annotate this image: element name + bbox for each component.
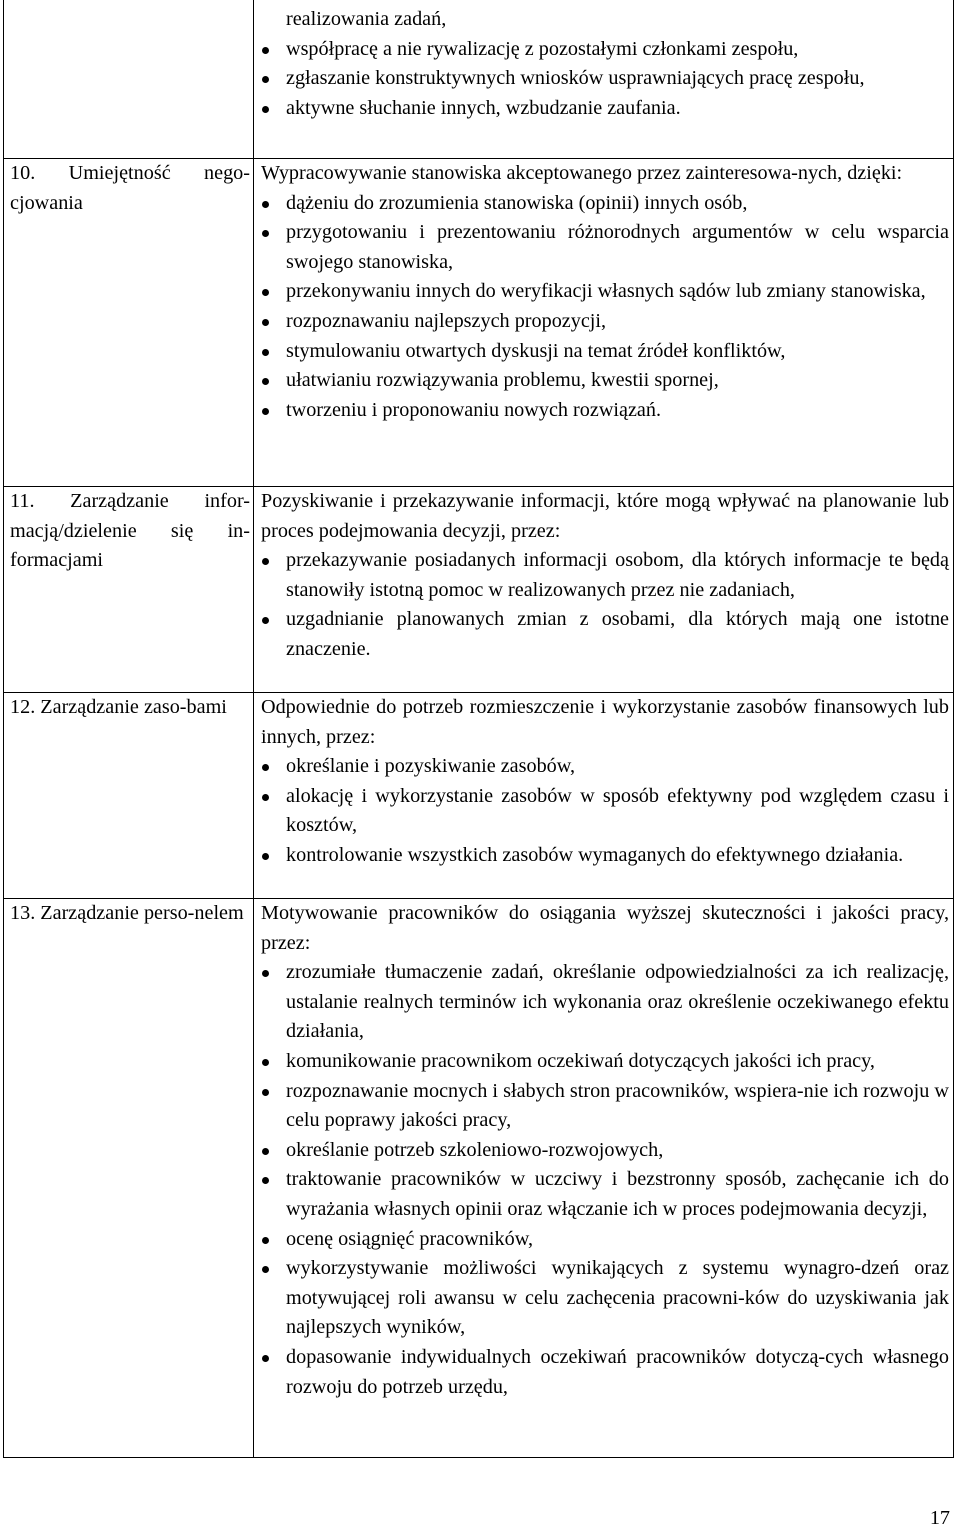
competency-name: 12. Zarządzanie zaso-bami (10, 696, 227, 718)
bullet-list (261, 958, 949, 1402)
list-item: komunikowanie pracownikom oczekiwań dotyczących jakości ich pracy, (261, 1047, 949, 1077)
list-item: rozpoznawaniu najlepszych propozycji, (261, 307, 949, 337)
competency-description (261, 693, 949, 871)
table-row (4, 692, 953, 899)
table-row (4, 0, 953, 158)
competency-description (261, 487, 949, 665)
page-number: 17 (929, 1507, 950, 1529)
list-item: przekazywanie posiadanych informacji osobom, dla których informacje te będą stanowiły istotną pomoc w realizowanych przez nie zadaniach, (261, 546, 949, 605)
list-item: zrozumiałe tłumaczenie zadań, określanie odpowiedzialności za ich realizację, ustalanie realnych terminów ich wykonania oraz określenie oczekiwanego efektu działania, (261, 958, 949, 1047)
list-item: wykorzystywanie możliwości wynikających z systemu wynagro-dzeń oraz motywującej roli awansu w celu zachęcenia pracowni-ków do uzyskiwania jak najlepszych wyników, (261, 1254, 949, 1343)
competency-name: 11. Zarządzanie infor-macją/dzielenie się in-formacjami (10, 490, 250, 572)
bullet-list (261, 189, 949, 426)
list-item: zgłaszanie konstruktywnych wniosków usprawniających pracę zespołu, (261, 64, 949, 94)
list-item: stymulowaniu otwartych dyskusji na temat źródeł konfliktów, (261, 337, 949, 367)
description-intro: Odpowiednie do potrzeb rozmieszczenie i wykorzystanie zasobów finansowych lub innych, przez: (261, 696, 949, 748)
competency-name: 13. Zarządzanie perso-nelem (10, 902, 244, 924)
description-intro: Pozyskiwanie i przekazywanie informacji, które mogą wpływać na planowanie lub proces podejmowania decyzji, przez: (261, 490, 949, 542)
list-item: współpracę a nie rywalizację z pozostałymi członkami zespołu, (261, 35, 949, 65)
bullet-list (261, 546, 949, 664)
list-item: kontrolowanie wszystkich zasobów wymaganych do efektywnego działania. (261, 841, 949, 871)
list-item: określanie i pozyskiwanie zasobów, (261, 752, 949, 782)
description-intro: Wypracowywanie stanowiska akceptowanego przez zainteresowa-nych, dzięki: (261, 162, 903, 184)
bullet-list (261, 752, 949, 870)
list-item: uzgadnianie planowanych zmian z osobami, dla których mają one istotne znaczenie. (261, 605, 949, 664)
continued-text: realizowania zadań, (286, 8, 447, 30)
competency-description (261, 899, 949, 1402)
list-item: alokację i wykorzystanie zasobów w sposób efektywny pod względem czasu i kosztów, (261, 782, 949, 841)
list-item: aktywne słuchanie innych, wzbudzanie zaufania. (261, 94, 949, 124)
competency-description (261, 5, 949, 123)
table-row (4, 158, 953, 487)
list-item: ułatwianiu rozwiązywania problemu, kwestii spornej, (261, 366, 949, 396)
list-item: rozpoznawanie mocnych i słabych stron pracowników, wspiera-nie ich rozwoju w celu poprawy jakości pracy, (261, 1077, 949, 1136)
list-item: tworzeniu i proponowaniu nowych rozwiązań. (261, 396, 949, 426)
list-item: dopasowanie indywidualnych oczekiwań pracowników dotyczą-cych własnego rozwoju do potrzeb urzędu, (261, 1343, 949, 1402)
competency-table (3, 0, 954, 1458)
list-item: określanie potrzeb szkoleniowo-rozwojowych, (261, 1136, 949, 1166)
list-item: traktowanie pracowników w uczciwy i bezstronny sposób, zachęcanie ich do wyrażania własnych opinii oraz włączanie ich w proces podejmowania decyzji, (261, 1165, 949, 1224)
list-item: przygotowaniu i prezentowaniu różnorodnych argumentów w celu wsparcia swojego stanowiska, (261, 218, 949, 277)
list-item: dążeniu do zrozumienia stanowiska (opinii) innych osób, (261, 189, 949, 219)
competency-name: 10. Umiejętność nego-cjowania (10, 162, 250, 214)
list-item: przekonywaniu innych do weryfikacji własnych sądów lub zmiany stanowiska, (261, 277, 949, 307)
description-intro: Motywowanie pracowników do osiągania wyższej skuteczności i jakości pracy, przez: (261, 902, 949, 954)
list-item: ocenę osiągnięć pracowników, (261, 1225, 949, 1255)
bullet-list (261, 35, 949, 124)
table-row (4, 486, 953, 693)
competency-description (261, 159, 949, 425)
table-row (4, 898, 953, 1459)
